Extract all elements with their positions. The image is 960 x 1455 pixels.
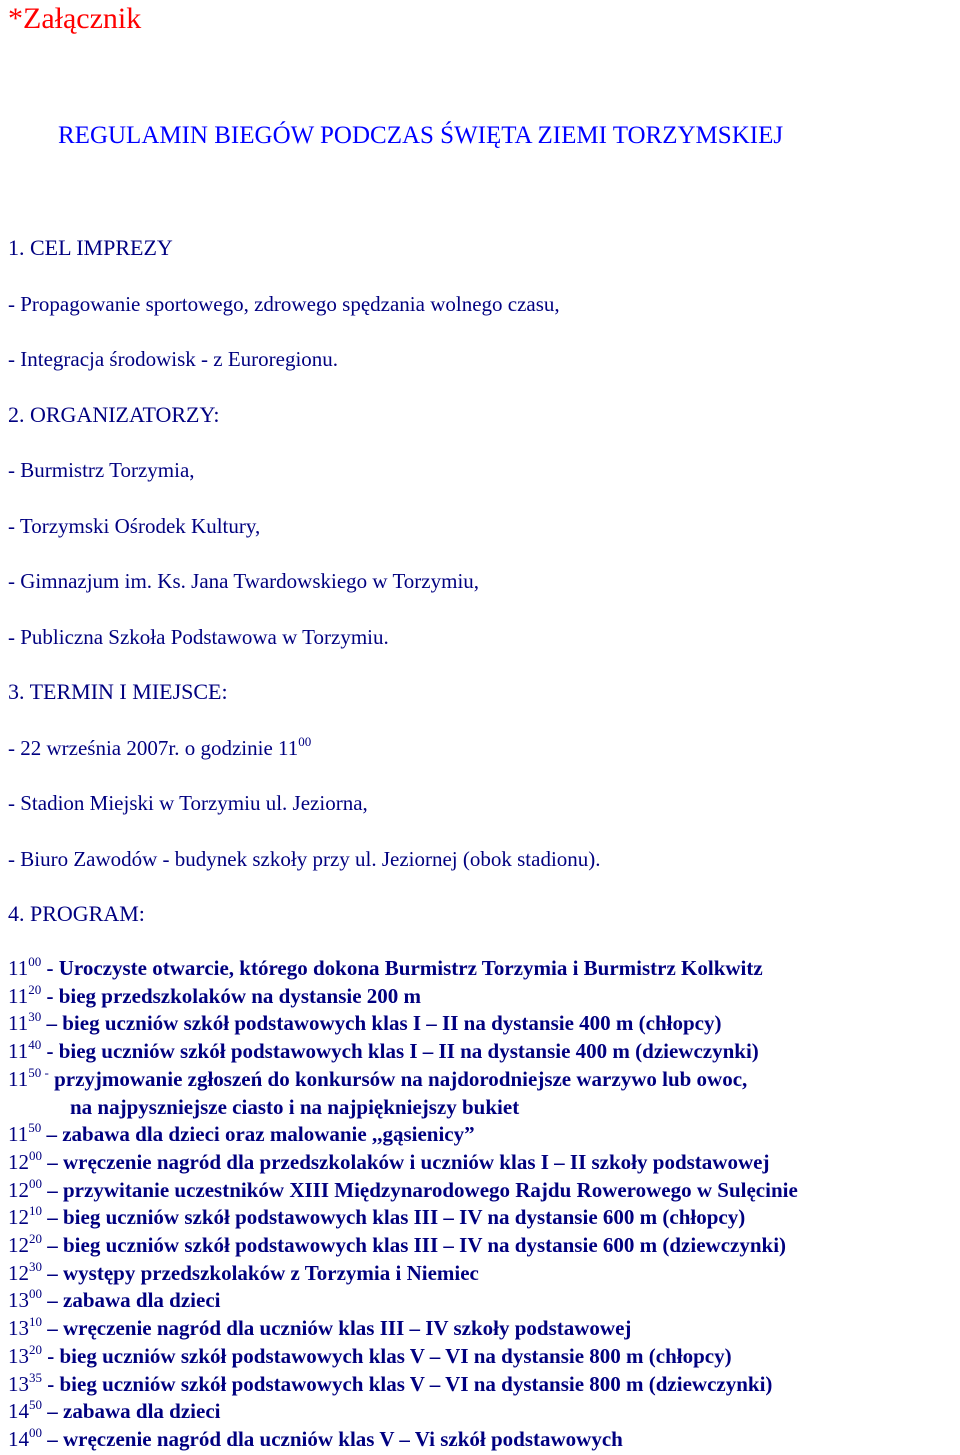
program-minutes: 00: [29, 1147, 42, 1163]
program-text: przyjmowanie zgłoszeń do konkursów na najdorodniejsze warzywo lub owoc,: [48, 1066, 748, 1091]
program-text: – zabawa dla dzieci: [42, 1399, 221, 1424]
program-hour: 11: [8, 956, 29, 980]
program-minutes: 10: [29, 1314, 42, 1329]
date-item: [8, 733, 312, 760]
program-row: [8, 1064, 748, 1091]
program-text: – bieg uczniów szkół podstawowych klas III – IV na dystansie 600 m (dziewczynki): [42, 1233, 787, 1257]
section-heading-program: 4. PROGRAM:: [8, 901, 145, 926]
program-hour: 14: [8, 1399, 29, 1424]
program-minutes: 50: [28, 1120, 42, 1136]
date-minutes: 00: [298, 733, 312, 749]
program-hour: 12: [8, 1205, 29, 1230]
program-row: [8, 1011, 721, 1035]
section-heading-goal: 1. CEL IMPREZY: [8, 235, 173, 260]
program-text: - bieg przedszkolaków na dystansie 200 m: [41, 983, 422, 1008]
program-text: – występy przedszkolaków z Torzymia i Niemiec: [42, 1260, 479, 1285]
program-minutes: 10: [29, 1203, 42, 1219]
organizer-item: - Gimnazjum im. Ks. Jana Twardowskiego w Torzymiu,: [8, 569, 480, 593]
program-minutes: 40: [28, 1037, 42, 1052]
program-hour: 11: [8, 1122, 29, 1147]
program-hour: 11: [8, 1011, 29, 1036]
program-row: [70, 1095, 519, 1119]
program-hour: 12: [8, 1177, 29, 1202]
program-minutes: 30: [28, 1009, 42, 1025]
program-row: [8, 1341, 732, 1368]
program-minutes: 50: [29, 1397, 42, 1413]
organizer-item: - Burmistrz Torzymia,: [8, 458, 195, 482]
program-text: – wręczenie nagród dla uczniów klas V – Vi szkół podstawowych: [42, 1426, 623, 1451]
program-minutes: 20: [29, 1341, 42, 1357]
program-hour: 12: [8, 1233, 29, 1257]
program-row: [8, 1424, 623, 1451]
program-minutes: 00: [29, 1286, 42, 1302]
program-text: – przywitanie uczestników XIII Międzynarodowego Rajdu Rowerowego w Sulęcinie: [42, 1177, 798, 1202]
program-hour: 11: [8, 983, 29, 1008]
program-text: – wręczenie nagród dla przedszkolaków i uczniów klas I – II szkoły podstawowej: [42, 1149, 770, 1174]
program-row: [8, 981, 422, 1008]
place-item: - Stadion Miejski w Torzymiu ul. Jeziorna,: [8, 791, 368, 815]
goal-item: - Propagowanie sportowego, zdrowego spędzania wolnego czasu,: [8, 292, 560, 316]
program-minutes: 00: [28, 953, 42, 969]
program-minutes: 20: [28, 981, 42, 997]
program-text: na najpyszniejsze ciasto i na najpiękniejszy bukiet: [70, 1094, 520, 1119]
program-hour: 13: [8, 1343, 29, 1368]
program-row: [8, 1369, 773, 1396]
program-row: [8, 1147, 770, 1174]
date-text: - 22 września 2007r. o godzinie 11: [8, 736, 299, 760]
program-row: [8, 1288, 221, 1312]
program-text: – zabawa dla dzieci: [42, 1288, 221, 1313]
attachment-note: *Załącznik: [8, 2, 142, 35]
program-minutes: 30: [29, 1258, 42, 1274]
program-hour: 13: [8, 1288, 29, 1313]
program-minutes: 35: [29, 1369, 42, 1385]
program-row: [8, 953, 763, 980]
program-row: [8, 1175, 798, 1202]
program-text: - Uroczyste otwarcie, którego dokona Burmistrz Torzymia i Burmistrz Kolkwitz: [41, 956, 763, 980]
program-hour: 11: [8, 1066, 29, 1091]
program-text: – wręczenie nagród dla uczniów klas III – IV szkoły podstawowej: [42, 1316, 632, 1341]
program-row: [8, 1230, 787, 1257]
organizer-item: - Torzymski Ośrodek Kultury,: [8, 514, 261, 538]
program-row: [8, 1122, 475, 1146]
program-minutes: 00: [29, 1175, 42, 1191]
program-text: - bieg uczniów szkół podstawowych klas I – II na dystansie 400 m (dziewczynki): [41, 1039, 759, 1064]
page-title: REGULAMIN BIEGÓW PODCZAS ŚWIĘTA ZIEMI TORZYMSKIEJ: [58, 122, 784, 149]
section-heading-organizers: 2. ORGANIZATORZY:: [8, 402, 220, 427]
program-row: [8, 1316, 631, 1340]
organizer-item: - Publiczna Szkoła Podstawowa w Torzymiu.: [8, 625, 389, 649]
program-text: - bieg uczniów szkół podstawowych klas V – VI na dystansie 800 m (chłopcy): [42, 1343, 732, 1368]
office-item: - Biuro Zawodów - budynek szkoły przy ul. Jeziornej (obok stadionu).: [8, 847, 601, 871]
program-minutes: 00: [29, 1424, 42, 1440]
program-row: [8, 1039, 759, 1063]
program-hour: 12: [8, 1149, 29, 1174]
program-hour: 13: [8, 1316, 29, 1341]
program-text: – bieg uczniów szkół podstawowych klas III – IV na dystansie 600 m (chłopcy): [42, 1205, 746, 1230]
program-hour: 11: [8, 1039, 29, 1064]
program-row: [8, 1399, 221, 1423]
program-row: [8, 1258, 479, 1285]
program-minutes: 20: [29, 1230, 42, 1246]
program-text: – bieg uczniów szkół podstawowych klas I – II na dystansie 400 m (chłopcy): [41, 1011, 722, 1036]
program-hour: 13: [8, 1371, 29, 1396]
section-heading-date-place: 3. TERMIN I MIEJSCE:: [8, 679, 228, 704]
program-hour: 12: [8, 1260, 29, 1285]
goal-item: - Integracja środowisk - z Euroregionu.: [8, 347, 339, 371]
program-text: – zabawa dla dzieci oraz malowanie ,,gąsienicy”: [41, 1122, 475, 1147]
program-text: - bieg uczniów szkół podstawowych klas V – VI na dystansie 800 m (dziewczynki): [42, 1371, 773, 1396]
program-minutes: 50 -: [28, 1064, 49, 1080]
program-hour: 14: [8, 1426, 29, 1451]
program-row: [8, 1205, 745, 1229]
